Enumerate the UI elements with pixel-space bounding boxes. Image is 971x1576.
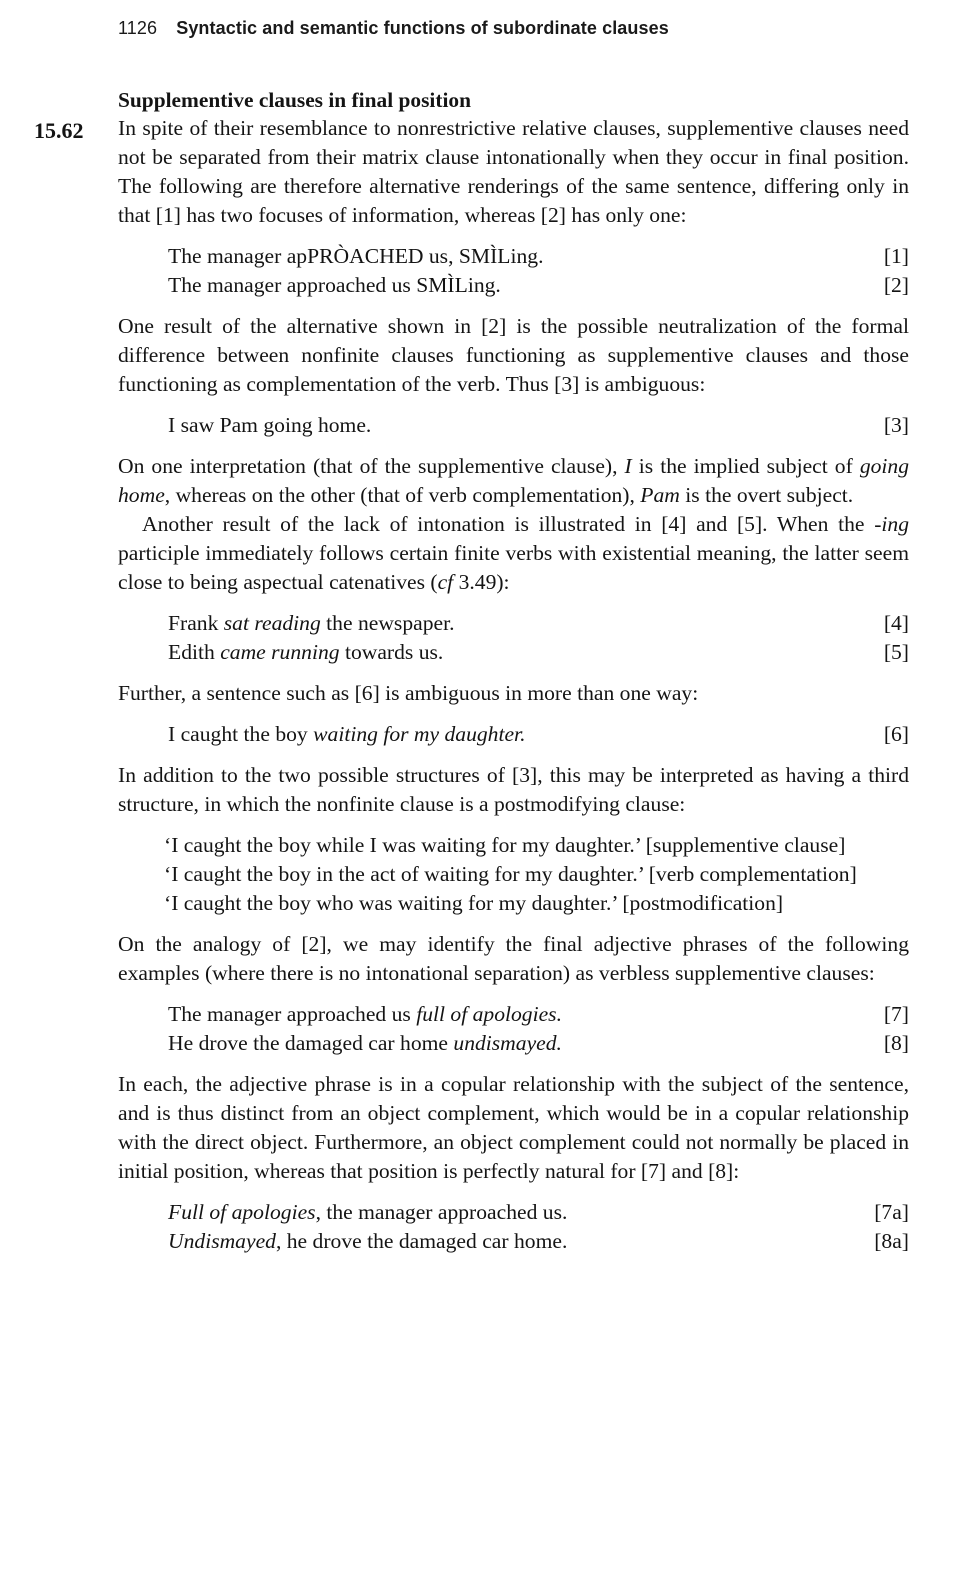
- example-number: [8]: [883, 1031, 909, 1055]
- page-body: [118, 86, 909, 1268]
- paragraph-8: In each, the adjective phrase is in a copular relationship with the subject of the sentence, and is thus distinct from an object complement, which would be in a copular relationship with the direct object. Furthermore, an object complement could not normally be placed in initial position, whereas that position is perfectly natural for [7] and [8]:: [118, 1072, 909, 1183]
- paragraph-4: Another result of the lack of intonation is illustrated in [4] and [5]. When the -ing participle immediately follows certain finite verbs with existential meaning, the latter seem close to being aspectual catenatives (cf 3.49):: [118, 512, 909, 594]
- example-7a: Full of apologies, the manager approached us. [7a]: [118, 1198, 909, 1227]
- example-number: [4]: [883, 611, 909, 635]
- paragraph-5: Further, a sentence such as [6] is ambiguous in more than one way:: [118, 681, 699, 705]
- section-heading: Supplementive clauses in final position: [118, 88, 472, 112]
- example-number: [6]: [883, 722, 909, 746]
- paragraph-2: One result of the alternative shown in [2] is the possible neutralization of the formal difference between nonfinite clauses functioning as supplementive clauses and those functioning as complementation of the verb. Thus [3] is ambiguous:: [118, 314, 909, 396]
- example-block-4-5: [118, 609, 909, 667]
- example-number: [5]: [883, 640, 909, 664]
- example-number: [7a]: [874, 1200, 909, 1224]
- example-2: The manager approached us SMÌLing. [2]: [118, 271, 909, 300]
- example-number: [3]: [883, 413, 909, 437]
- example-8: He drove the damaged car home undismayed. [8]: [118, 1029, 909, 1058]
- example-number: [1]: [883, 244, 909, 268]
- paragraph-6: In addition to the two possible structures of [3], this may be interpreted as having a third structure, in which the nonfinite clause is a postmodifying clause:: [118, 763, 909, 816]
- running-title: Syntactic and semantic functions of subordinate clauses: [176, 18, 669, 38]
- page-number: 1126: [118, 18, 158, 38]
- gloss-supplementive: ‘I caught the boy while I was waiting for my daughter.’ [supplementive clause]: [164, 833, 846, 857]
- paragraph-1: In spite of their resemblance to nonrestrictive relative clauses, supplementive clauses need not be separated from their matrix clause intonationally when they occur in final position. The following are therefore alternative renderings of the same sentence, differing only in that [1] has two focuses of information, whereas [2] has only one:: [118, 116, 909, 227]
- gloss-block: [118, 831, 909, 918]
- gloss-postmodification: ‘I caught the boy who was waiting for my daughter.’ [postmodification]: [164, 891, 784, 915]
- paragraph-7: On the analogy of [2], we may identify the final adjective phrases of the following examples (where there is no intonational separation) as verbless supplementive clauses:: [118, 932, 909, 985]
- example-block-3: [118, 411, 909, 440]
- example-4: Frank sat reading the newspaper. [4]: [118, 609, 909, 638]
- paragraph-3: On one interpretation (that of the supplementive clause), I is the implied subject of going home, whereas on the other (that of verb complementation), Pam is the overt subject.: [118, 454, 909, 507]
- example-7: The manager approached us full of apologies. [7]: [118, 1000, 909, 1029]
- example-block-6: [118, 720, 909, 749]
- example-number: [2]: [883, 273, 909, 297]
- example-8a: Undismayed, he drove the damaged car home. [8a]: [118, 1227, 909, 1256]
- example-block-1-2: [118, 242, 909, 300]
- example-6: I caught the boy waiting for my daughter. [6]: [118, 720, 909, 749]
- gloss-verb-complementation: ‘I caught the boy in the act of waiting for my daughter.’ [verb complementation]: [164, 862, 857, 886]
- running-head: [118, 18, 669, 39]
- section-number: 15.62: [34, 118, 84, 143]
- example-block-7-8: [118, 1000, 909, 1058]
- example-5: Edith came running towards us. [5]: [118, 638, 909, 667]
- example-1: The manager apPRÒACHED us, SMÌLing. [1]: [118, 242, 909, 271]
- example-block-7a-8a: [118, 1198, 909, 1256]
- example-3: I saw Pam going home. [3]: [118, 411, 909, 440]
- example-number: [7]: [883, 1002, 909, 1026]
- example-number: [8a]: [874, 1229, 909, 1253]
